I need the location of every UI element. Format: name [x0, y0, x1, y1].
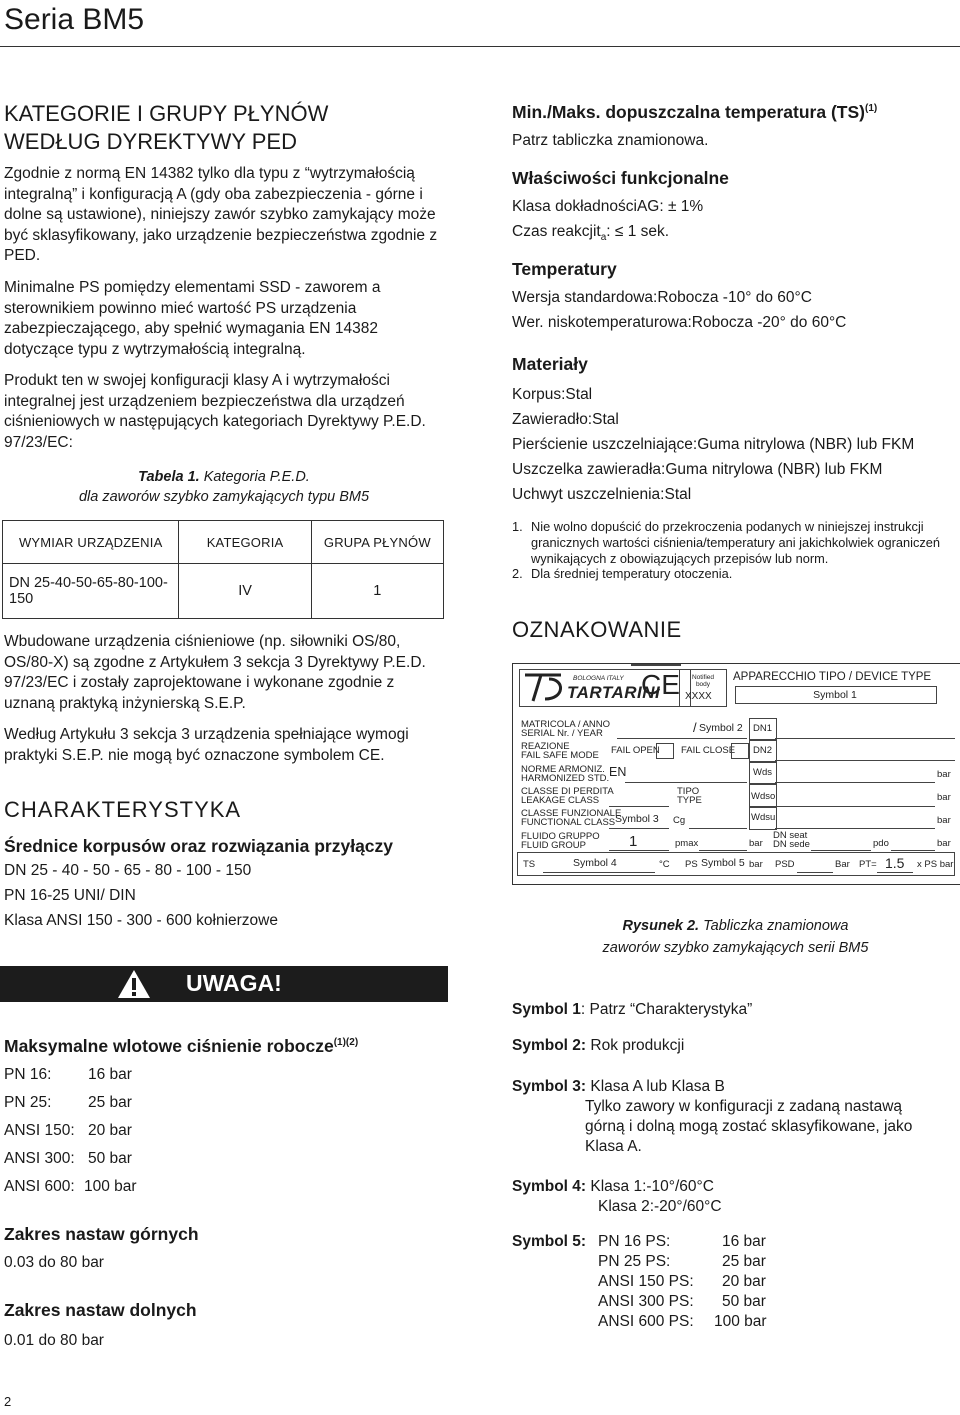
- footnote-1-number: 1.: [512, 519, 523, 534]
- brand-name: TARTARINI: [567, 683, 661, 702]
- material-row: [512, 411, 952, 429]
- pressure-key: ANSI 150:: [4, 1122, 75, 1139]
- symbol-4-value-1: Klasa 1:-10°/60°C: [586, 1178, 714, 1195]
- material-value: Stal: [565, 386, 593, 403]
- plate-line: [689, 828, 747, 829]
- notified-line-2: body: [695, 681, 711, 688]
- accuracy-row: [512, 198, 952, 216]
- plate-line: [775, 760, 955, 761]
- ansi-rating: Klasa ANSI 150 - 300 - 600 kołnierzowe: [4, 912, 278, 929]
- low-version-row: [512, 314, 952, 332]
- pressure-row: [4, 1150, 444, 1168]
- pressure-row: [4, 1094, 444, 1112]
- symbol-5-row-value: 100 bar: [714, 1313, 767, 1330]
- pmax-unit: bar: [749, 838, 763, 849]
- symbol-5-row: [598, 1312, 767, 1332]
- symbol-4-key: Symbol 4:: [512, 1178, 587, 1195]
- symbol-5-row: [598, 1252, 766, 1272]
- figure-caption-label: Rysunek 2.: [622, 918, 700, 934]
- leakage-label-1: CLASSE DI PERDITA: [521, 786, 614, 797]
- material-value: Stal: [664, 486, 692, 503]
- material-row: [512, 436, 952, 454]
- std-version-key: Wersja standardowa:: [512, 289, 658, 306]
- symbol-5-row: [598, 1232, 766, 1252]
- material-key: Korpus:: [512, 386, 566, 403]
- ped-category-table: [2, 520, 444, 619]
- fail-close-box: [731, 743, 749, 759]
- material-row: [512, 461, 952, 479]
- functional-class-label-2: FUNCTIONAL CLASS: [521, 817, 616, 828]
- pressure-value: 16 bar: [88, 1066, 132, 1083]
- symbol-5-row-key: ANSI 600 PS:: [598, 1313, 694, 1330]
- tartarini-logo-icon: [521, 671, 569, 703]
- symbol-5-row-key: PN 16 PS:: [598, 1233, 671, 1250]
- table-header-fluid-group: GRUPA PŁYNÓW: [311, 521, 443, 564]
- harmonized-label-1: NORME ARMONIZ.: [521, 764, 605, 775]
- symbol-4-field: Symbol 4: [573, 857, 617, 869]
- temperature-limit-title: Min./Maks. dopuszczalna temperatura (TS): [512, 102, 865, 122]
- pressure-row: [4, 1066, 444, 1084]
- plate-line: [625, 782, 747, 783]
- table-header-size: WYMIAR URZĄDZENIA: [3, 521, 179, 564]
- footnote-1: Nie wolno dopuścić do przekroczenia podanych w niniejszej instrukcji granicznych wartości ciśnienia/temperatury ani jakichkolwiek ograniczeń wynikających z obowiązujących przepisów lub norm.: [531, 519, 940, 566]
- pressure-value: 100 bar: [84, 1178, 137, 1195]
- dn-seat-label-1: DN seat: [773, 830, 808, 841]
- temperature-footnote-ref: (1): [864, 103, 878, 115]
- plate-spacer: [631, 664, 681, 666]
- response-value: : ≤ 1 sek.: [606, 223, 670, 240]
- plate-line: [811, 850, 871, 851]
- ce-mark: CE: [641, 669, 680, 700]
- symbol-5-field: Symbol 5: [701, 857, 745, 869]
- notified-line-1: Notified: [691, 674, 715, 681]
- symbol-3-legend: [512, 1077, 952, 1097]
- table-header-row: [3, 521, 444, 564]
- table-row: [3, 564, 444, 619]
- symbol-2-value: Rok produkcji: [586, 1037, 685, 1054]
- response-row: [512, 223, 952, 243]
- table-caption-sub: dla zaworów szybko zamykających typu BM5: [78, 489, 370, 505]
- fluid-group-label-1: FLUIDO GRUPPO: [521, 831, 600, 842]
- symbol-4-value-2: Klasa 2:-20°/60°C: [598, 1198, 722, 1215]
- ped-heading: [4, 100, 444, 156]
- low-version-key: Wer. niskotemperaturowa:: [512, 314, 692, 331]
- plate-line: [775, 806, 935, 807]
- symbol-3-field: Symbol 3: [615, 813, 659, 825]
- ps-label: PS: [685, 859, 698, 870]
- functional-heading: Właściwości funkcjonalne: [512, 168, 729, 188]
- notified-body-label: [683, 674, 723, 688]
- warning-icon: [116, 968, 152, 1000]
- accuracy-value: AG: ± 1%: [636, 198, 704, 215]
- ts-unit: °C: [659, 859, 670, 870]
- table-cell-category: IV: [179, 564, 311, 619]
- dn1-label: DN1: [753, 723, 773, 734]
- symbol-3-desc-2: górną i dolną mogą zostać sklasyfikowane, jako: [585, 1118, 913, 1135]
- wdsu-unit: bar: [937, 815, 951, 826]
- material-value: Guma nitrylowa (NBR) lub FKM: [697, 436, 915, 453]
- ps-unit: bar: [749, 859, 763, 870]
- symbol-5-row-key: PN 25 PS:: [598, 1253, 671, 1270]
- harmonized-label-2: HARMONIZED STD.: [521, 773, 610, 784]
- pdo-unit: bar: [937, 838, 951, 849]
- serial-slash: /: [693, 720, 697, 735]
- serial-label-2: SERIAL Nr. / YEAR: [521, 728, 603, 739]
- ped-paragraph-4: Wbudowane urządzenia ciśnieniowe (np. siłowniki OS/80, OS/80-X) są zgodne z Artykułem 3 sekcja 3 Dyrektywy P.E.D. 97/23/EC i zostały zaprojektowane i wykonane zgodnie z uznaną praktyką inżynierską S.E.P.: [4, 633, 426, 712]
- warning-label: UWAGA!: [186, 970, 282, 996]
- pressure-key: PN 16:: [4, 1066, 52, 1083]
- temperatures-heading: Temperatury: [512, 259, 617, 279]
- table-cell-size: DN 25-40-50-65-80-100-150: [3, 564, 179, 619]
- plate-line: [609, 828, 669, 829]
- fail-safe-label-1: REAZIONE: [521, 741, 570, 752]
- symbol-3-desc-1: Tylko zawory w konfiguracji z zadaną nastawą: [585, 1098, 903, 1115]
- symbol-3-key: Symbol 3:: [512, 1078, 587, 1095]
- pressure-row: [4, 1122, 444, 1140]
- fail-open-label: FAIL OPEN: [611, 745, 660, 756]
- symbol-5-row-value: 20 bar: [722, 1273, 766, 1290]
- symbol-1-legend: [512, 1000, 952, 1020]
- temperature-limit-text: Patrz tabliczka znamionowa.: [512, 132, 709, 149]
- symbol-3-desc-3: Klasa A.: [585, 1138, 642, 1155]
- symbol-2-key: Symbol 2:: [512, 1037, 587, 1054]
- dn-seat-label-2: DN sede: [773, 839, 810, 850]
- material-row: [512, 486, 952, 504]
- wdsu-label: Wdsu: [751, 812, 776, 823]
- fluid-group-value: 1: [629, 833, 638, 850]
- ped-heading-line2: WEDŁUG DYREKTYWY PED: [4, 129, 297, 154]
- fail-close-label: FAIL CLOSE: [681, 745, 736, 756]
- dn2-label: DN2: [753, 745, 773, 756]
- symbol-2-field: Symbol 2: [699, 722, 743, 734]
- symbol-5-row: [598, 1272, 766, 1292]
- footnote-2-number: 2.: [512, 566, 523, 581]
- wdso-unit: bar: [937, 792, 951, 803]
- symbol-5-row-value: 16 bar: [722, 1233, 766, 1250]
- symbol-1-key: Symbol 1: [512, 1001, 581, 1018]
- footnote-2: Dla średniej temperatury otoczenia.: [531, 566, 733, 581]
- characteristics-heading: CHARAKTERYSTYKA: [4, 797, 242, 822]
- ped-paragraph-3: Produkt ten w swojej konfiguracji klasy A i wytrzymałości integralnej jest urządzeniem bezpieczeństwa dla urządzeń ciśnieniowych w następujących kategoriach Dyrektywy P.E.D. 97/23/EC:: [4, 372, 426, 451]
- symbol-2-legend: [512, 1036, 952, 1056]
- max-pressure-footnote-ref: (1)(2): [333, 1037, 359, 1049]
- symbol-3-value: Klasa A lub Klasa B: [586, 1078, 725, 1095]
- cg-label: Cg: [673, 815, 686, 826]
- material-row: [512, 386, 952, 404]
- symbol-4-legend: [512, 1177, 952, 1197]
- series-title: Seria BM5: [4, 3, 145, 36]
- symbol-1-field: Symbol 1: [813, 689, 857, 701]
- symbol-1-value: : Patrz “Charakterystyka”: [580, 1001, 753, 1018]
- wds-unit: bar: [937, 769, 951, 780]
- serial-label-1: MATRICOLA / ANNO: [521, 719, 611, 730]
- pressure-key: ANSI 300:: [4, 1150, 75, 1167]
- pressure-value: 20 bar: [88, 1122, 132, 1139]
- plate-line: [797, 872, 833, 873]
- low-version-value: Robocza -20° do 60°C: [691, 314, 847, 331]
- pdo-label: pdo: [873, 838, 889, 849]
- pt-value: 1.5: [885, 855, 905, 871]
- std-version-row: [512, 289, 952, 307]
- ped-paragraph-5: Według Artykułu 3 sekcja 3 urządzenia spełniające wymogi praktyki S.E.P. nie mogą być oznaczone symbolem CE.: [4, 726, 409, 764]
- accuracy-key: Klasa dokładności: [512, 198, 637, 215]
- response-sub: a: [600, 232, 607, 244]
- temperature-limit-heading: [512, 102, 952, 123]
- nameplate: [512, 663, 960, 885]
- plate-line: [775, 828, 935, 829]
- figure-caption-sub: zaworów szybko zamykających serii BM5: [602, 940, 869, 956]
- plate-line: [775, 738, 955, 739]
- fluid-group-label-2: FLUID GROUP: [521, 840, 586, 851]
- leakage-label-2: LEAKAGE CLASS: [521, 795, 600, 806]
- material-key: Uchwyt uszczelnienia:: [512, 486, 665, 503]
- lower-range-heading: Zakres nastaw dolnych: [4, 1300, 197, 1320]
- pressure-key: PN 25:: [4, 1094, 52, 1111]
- table-caption-title: Kategoria P.E.D.: [199, 469, 310, 485]
- en-label: EN: [609, 765, 627, 779]
- ped-paragraph-2: Minimalne PS pomiędzy elementami SSD - zaworem a sterownikiem powinno mieć wartość PS urządzenia zabezpieczającego, aby spełnić wymagania EN 14382 dotyczące typu z wytrzymałością integralną.: [4, 279, 381, 358]
- max-pressure-heading: [4, 1036, 444, 1057]
- upper-range-value: 0.03 do 80 bar: [4, 1254, 104, 1271]
- pt-label: PT=: [859, 859, 877, 870]
- material-key: Uszczelka zawieradła:: [512, 461, 666, 478]
- table-caption-label: Tabela 1.: [138, 469, 200, 485]
- pressure-value: 50 bar: [88, 1150, 132, 1167]
- type-label-2: TYPE: [677, 795, 702, 806]
- material-key: Pierścienie uszczelniające:: [512, 436, 698, 453]
- page-number: 2: [4, 1394, 12, 1409]
- upper-range-heading: Zakres nastaw górnych: [4, 1224, 199, 1244]
- wds-label: Wds: [753, 767, 772, 778]
- plate-line: [877, 872, 913, 873]
- figure-caption: [512, 915, 959, 959]
- table-header-category: KATEGORIA: [179, 521, 311, 564]
- fail-safe-label-2: FAIL SAFE MODE: [521, 750, 599, 761]
- wdso-label: Wdso: [751, 791, 776, 802]
- ped-heading-line1: KATEGORIE I GRUPY PŁYNÓW: [4, 101, 329, 126]
- marking-heading: OZNAKOWANIE: [512, 617, 682, 642]
- psd-label: PSD: [775, 859, 795, 870]
- pressure-key: ANSI 600:: [4, 1178, 75, 1195]
- header-divider: [0, 46, 960, 47]
- material-value: Stal: [592, 411, 619, 428]
- brand-city: BOLOGNA ITALY: [573, 675, 624, 682]
- response-key: Czas reakcji: [512, 223, 597, 240]
- pt-unit: x PS bar: [917, 859, 954, 870]
- plate-line: [775, 782, 935, 783]
- symbol-5-row-key: ANSI 300 PS:: [598, 1293, 694, 1310]
- plate-line: [891, 850, 935, 851]
- pressure-value: 25 bar: [88, 1094, 132, 1111]
- notified-body-number: XXXX: [685, 691, 712, 702]
- dn-sizes: DN 25 - 40 - 50 - 65 - 80 - 100 - 150: [4, 862, 252, 879]
- material-key: Zawieradło:: [512, 411, 593, 428]
- std-version-value: Robocza -10° do 60°C: [657, 289, 812, 306]
- lower-range-value: 0.01 do 80 bar: [4, 1332, 104, 1349]
- table-cell-fluid-group: 1: [311, 564, 443, 619]
- plate-line: [699, 850, 747, 851]
- plate-line: [617, 738, 747, 739]
- figure-caption-title: Tabliczka znamionowa: [699, 918, 849, 934]
- body-sizes-heading: Średnice korpusów oraz rozwiązania przyłączy: [4, 836, 394, 856]
- plate-line: [609, 806, 669, 807]
- ped-paragraph-1: Zgodnie z normą EN 14382 tylko dla typu z “wytrzymałością integralną” i konfiguracją A (gdy oba zabezpieczenia - górne i dolne są ustawione), niniejszy zawór szybko zamykający może być sklasyfikowany, jako urządzenie bezpieczeństwa zgodnie z PED.: [4, 165, 438, 264]
- functional-class-label-1: CLASSE FUNZIONALE: [521, 808, 622, 819]
- pn-rating: PN 16-25 UNI/ DIN: [4, 887, 136, 904]
- max-pressure-title: Maksymalne wlotowe ciśnienie robocze: [4, 1036, 334, 1056]
- material-value: Guma nitrylowa (NBR) lub FKM: [665, 461, 883, 478]
- symbol-5-row-key: ANSI 150 PS:: [598, 1273, 694, 1290]
- symbol-5-row-value: 25 bar: [722, 1253, 766, 1270]
- ts-label: TS: [523, 859, 536, 870]
- device-type-label: APPARECCHIO TIPO / DEVICE TYPE: [733, 671, 932, 683]
- symbol-5-key: Symbol 5:: [512, 1233, 587, 1250]
- symbol-5-row-value: 50 bar: [722, 1293, 766, 1310]
- response-t: t: [596, 223, 601, 240]
- psd-unit: Bar: [835, 859, 850, 870]
- pressure-row: [4, 1178, 444, 1196]
- plate-line: [543, 872, 655, 873]
- symbol-5-row: [598, 1292, 766, 1312]
- type-label-1: TIPO: [677, 786, 700, 797]
- plate-line: [609, 850, 669, 851]
- table-caption: [4, 467, 444, 507]
- materials-heading: Materiały: [512, 354, 588, 374]
- pmax-label: pmax: [675, 838, 699, 849]
- fail-open-box: [656, 743, 674, 759]
